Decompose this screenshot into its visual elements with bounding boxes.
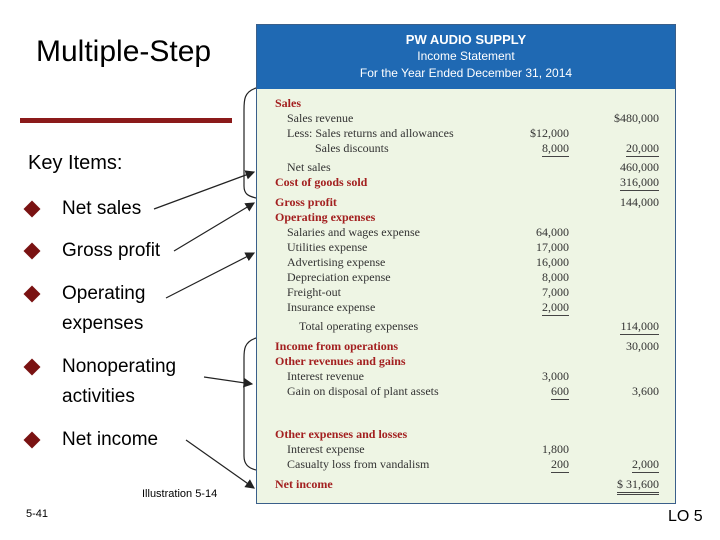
row-label: Sales discounts — [315, 141, 389, 155]
slide-number: 5-41 — [26, 508, 49, 520]
row-label: Salaries and wages expense — [287, 225, 420, 239]
company-name: PW AUDIO SUPPLY — [405, 32, 527, 47]
statement-row — [257, 141, 675, 156]
row-amount-total: 316,000 — [620, 175, 659, 189]
row-amount-inner: 64,000 — [536, 225, 569, 239]
row-label: Total operating expenses — [299, 319, 419, 333]
statement-row — [257, 255, 675, 270]
statement-row — [257, 270, 675, 285]
statement-row — [257, 427, 675, 442]
row-label: Cost of goods sold — [275, 175, 368, 189]
row-amount-total: $ 31,600 — [617, 477, 659, 495]
row-label: Sales — [275, 96, 302, 110]
bracket-nonoperating — [244, 338, 256, 470]
statement-row — [257, 384, 675, 399]
row-amount-total: 2,000 — [632, 457, 659, 471]
row-label: Depreciation expense — [287, 270, 391, 284]
row-amount-total: 30,000 — [626, 339, 659, 353]
row-amount-inner: $12,000 — [530, 126, 569, 140]
statement-row — [257, 160, 675, 175]
row-amount-inner: 17,000 — [536, 240, 569, 254]
statement-row — [257, 457, 675, 472]
statement-row — [257, 175, 675, 190]
bullet-text: Operating expenses — [62, 283, 146, 334]
row-amount-inner: 8,000 — [542, 270, 569, 284]
bullet-text: Net sales — [62, 198, 142, 219]
row-amount-inner: 2,000 — [542, 300, 569, 314]
statement-row — [257, 126, 675, 141]
row-amount-total: 20,000 — [626, 141, 659, 155]
row-label: Advertising expense — [287, 255, 386, 269]
statement-period: For the Year Ended December 31, 2014 — [359, 66, 573, 80]
row-amount-inner: 7,000 — [542, 285, 569, 299]
bullet-text: Net income — [62, 429, 159, 450]
row-amount-inner: 3,000 — [542, 369, 569, 383]
bracket-sales — [244, 88, 256, 198]
row-label: Utilities expense — [287, 240, 368, 254]
row-amount-total: 144,000 — [620, 195, 659, 209]
row-label: Casualty loss from vandalism — [287, 457, 430, 471]
statement-row — [257, 354, 675, 369]
arrow-net-sales — [154, 172, 254, 209]
income-statement-table — [256, 24, 676, 504]
row-label: Interest expense — [287, 442, 365, 456]
row-label: Gross profit — [275, 195, 337, 209]
illustration-caption: Illustration 5-14 — [142, 488, 218, 500]
row-label: Other revenues and gains — [275, 354, 406, 368]
statement-header — [257, 25, 675, 89]
learning-objective: LO 5 — [668, 508, 703, 525]
statement-row — [257, 319, 675, 334]
statement-row — [257, 369, 675, 384]
row-label: Net sales — [287, 160, 331, 174]
statement-row — [257, 210, 675, 225]
row-label: Sales revenue — [287, 111, 354, 125]
row-label: Net income — [275, 477, 333, 491]
row-label: Less: Sales returns and allowances — [287, 126, 454, 140]
row-amount-total: $480,000 — [614, 111, 659, 125]
row-label: Income from operations — [275, 339, 399, 353]
statement-row — [257, 225, 675, 240]
row-amount-inner: 1,800 — [542, 442, 569, 456]
statement-row — [257, 240, 675, 255]
row-label: Insurance expense — [287, 300, 376, 314]
statement-row — [257, 111, 675, 126]
slide-title: Multiple-Step — [36, 35, 212, 68]
row-amount-inner: 200 — [551, 457, 569, 471]
statement-row — [257, 300, 675, 315]
arrow-operating-expenses — [166, 253, 254, 298]
statement-row — [257, 442, 675, 457]
row-amount-total: 3,600 — [632, 384, 659, 398]
row-label: Freight-out — [287, 285, 341, 299]
row-amount-inner: 16,000 — [536, 255, 569, 269]
row-label: Gain on disposal of plant assets — [287, 384, 439, 398]
arrow-nonoperating — [204, 377, 252, 384]
row-label: Interest revenue — [287, 369, 364, 383]
row-label: Operating expenses — [275, 210, 376, 224]
statement-row — [257, 96, 675, 111]
row-amount-total: 460,000 — [620, 160, 659, 174]
statement-name: Income Statement — [417, 49, 515, 63]
key-items-heading: Key Items: — [28, 152, 123, 174]
statement-row — [257, 195, 675, 210]
statement-row — [257, 285, 675, 300]
statement-row — [257, 339, 675, 354]
row-amount-inner: 600 — [551, 384, 569, 398]
statement-row — [257, 477, 675, 492]
bullet-text: Nonoperating activities — [62, 356, 177, 407]
bullet-text: Gross profit — [62, 240, 161, 261]
row-amount-total: 114,000 — [620, 319, 659, 333]
row-label: Other expenses and losses — [275, 427, 408, 441]
row-amount-inner: 8,000 — [542, 141, 569, 155]
arrow-gross-profit — [174, 203, 254, 251]
